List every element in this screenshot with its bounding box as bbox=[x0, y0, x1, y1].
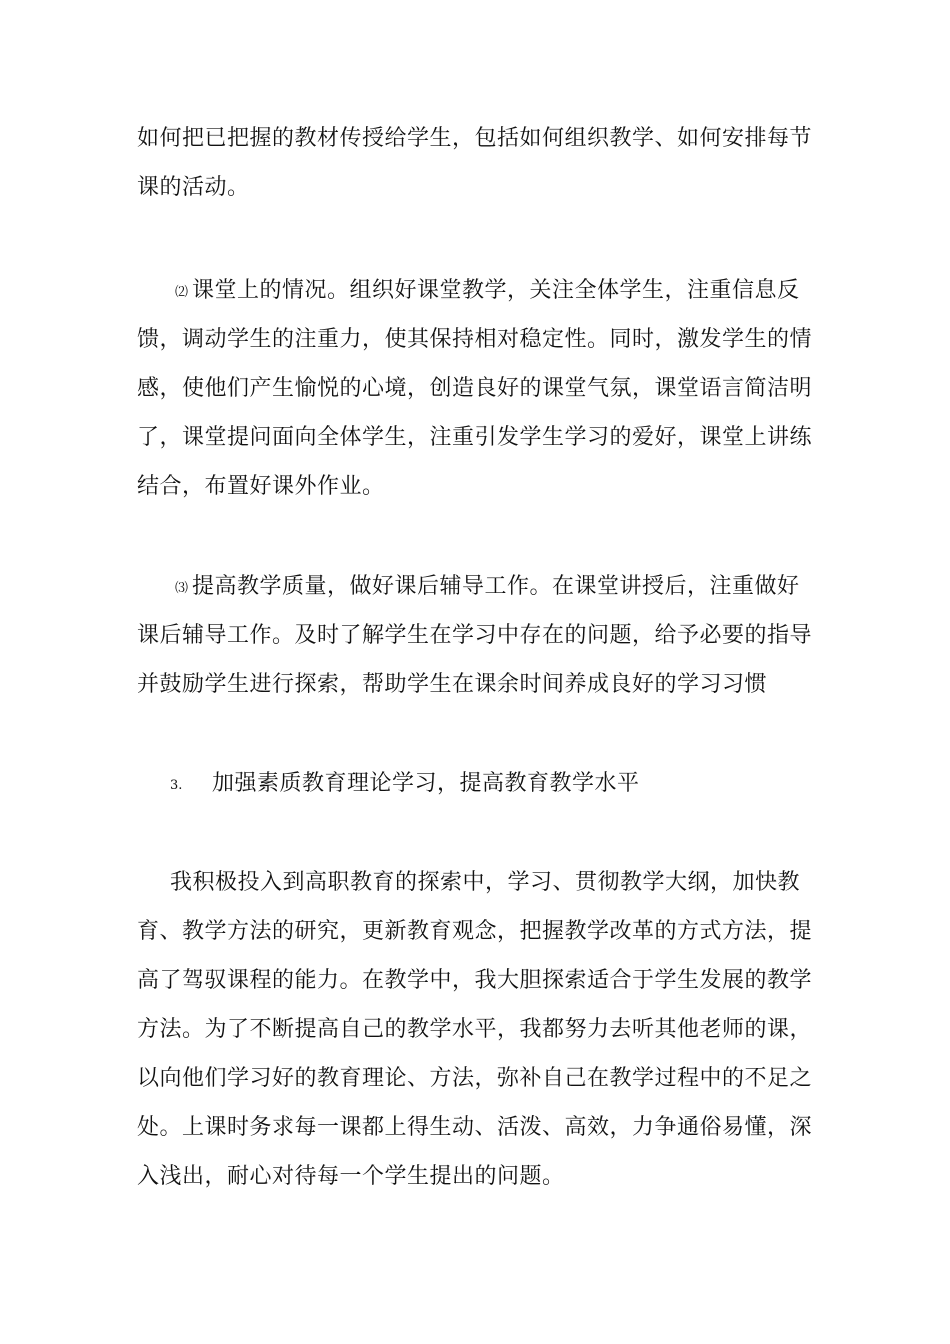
text-line bbox=[137, 562, 813, 611]
text-line: 如何把已把握的教材传授给学生，包括如何组织教学、如何安排每节 bbox=[137, 126, 813, 151]
text-line: 结合，布置好课外作业。 bbox=[137, 474, 385, 499]
text-line: 课后辅导工作。及时了解学生在学习中存在的问题，给予必要的指导 bbox=[137, 623, 813, 648]
list-marker: ⑶ bbox=[175, 581, 189, 596]
section-title: 加强素质教育理论学习，提高教育教学水平 bbox=[212, 771, 640, 796]
list-marker: ⑵ bbox=[175, 285, 189, 300]
list-item-2 bbox=[137, 266, 813, 511]
section-number: 3. bbox=[170, 778, 183, 793]
text-line-content: 提高教学质量，做好课后辅导工作。在课堂讲授后，注重做好 bbox=[192, 574, 800, 599]
text-line: 感，使他们产生愉悦的心境，创造良好的课堂气氛，课堂语言简洁明 bbox=[137, 376, 813, 401]
text-line: 以向他们学习好的教育理论、方法，弥补自己在教学过程中的不足之 bbox=[137, 1066, 813, 1091]
text-line: 育、教学方法的研究，更新教育观念，把握教学改革的方式方法，提 bbox=[137, 919, 813, 944]
text-line: 处。上课时务求每一课都上得生动、活泼、高效，力争通俗易懂，深 bbox=[137, 1115, 813, 1140]
paragraph-final bbox=[137, 858, 813, 1201]
text-line-content: 课堂上的情况。组织好课堂教学，关注全体学生，注重信息反 bbox=[192, 278, 800, 303]
text-line: 馈，调动学生的注重力，使其保持相对稳定性。同时，激发学生的情 bbox=[137, 327, 813, 352]
text-line: 高了驾驭课程的能力。在教学中，我大胆探索适合于学生发展的教学 bbox=[137, 968, 813, 993]
text-line: 并鼓励学生进行探索，帮助学生在课余时间养成良好的学习习惯 bbox=[137, 672, 768, 697]
section-heading-line bbox=[137, 759, 813, 808]
section-heading bbox=[137, 759, 813, 808]
text-line: 我积极投入到高职教育的探索中，学习、贯彻教学大纲，加快教 bbox=[170, 870, 801, 895]
text-line: 方法。为了不断提高自己的教学水平，我都努力去听其他老师的课， bbox=[137, 1017, 813, 1042]
text-line: 课的活动。 bbox=[137, 175, 250, 200]
text-line: 入浅出，耐心对待每一个学生提出的问题。 bbox=[137, 1164, 565, 1189]
list-item-3 bbox=[137, 562, 813, 709]
text-line bbox=[137, 266, 813, 315]
text-line: 了，课堂提问面向全体学生，注重引发学生学习的爱好，课堂上讲练 bbox=[137, 425, 813, 450]
paragraph-intro bbox=[137, 114, 813, 212]
